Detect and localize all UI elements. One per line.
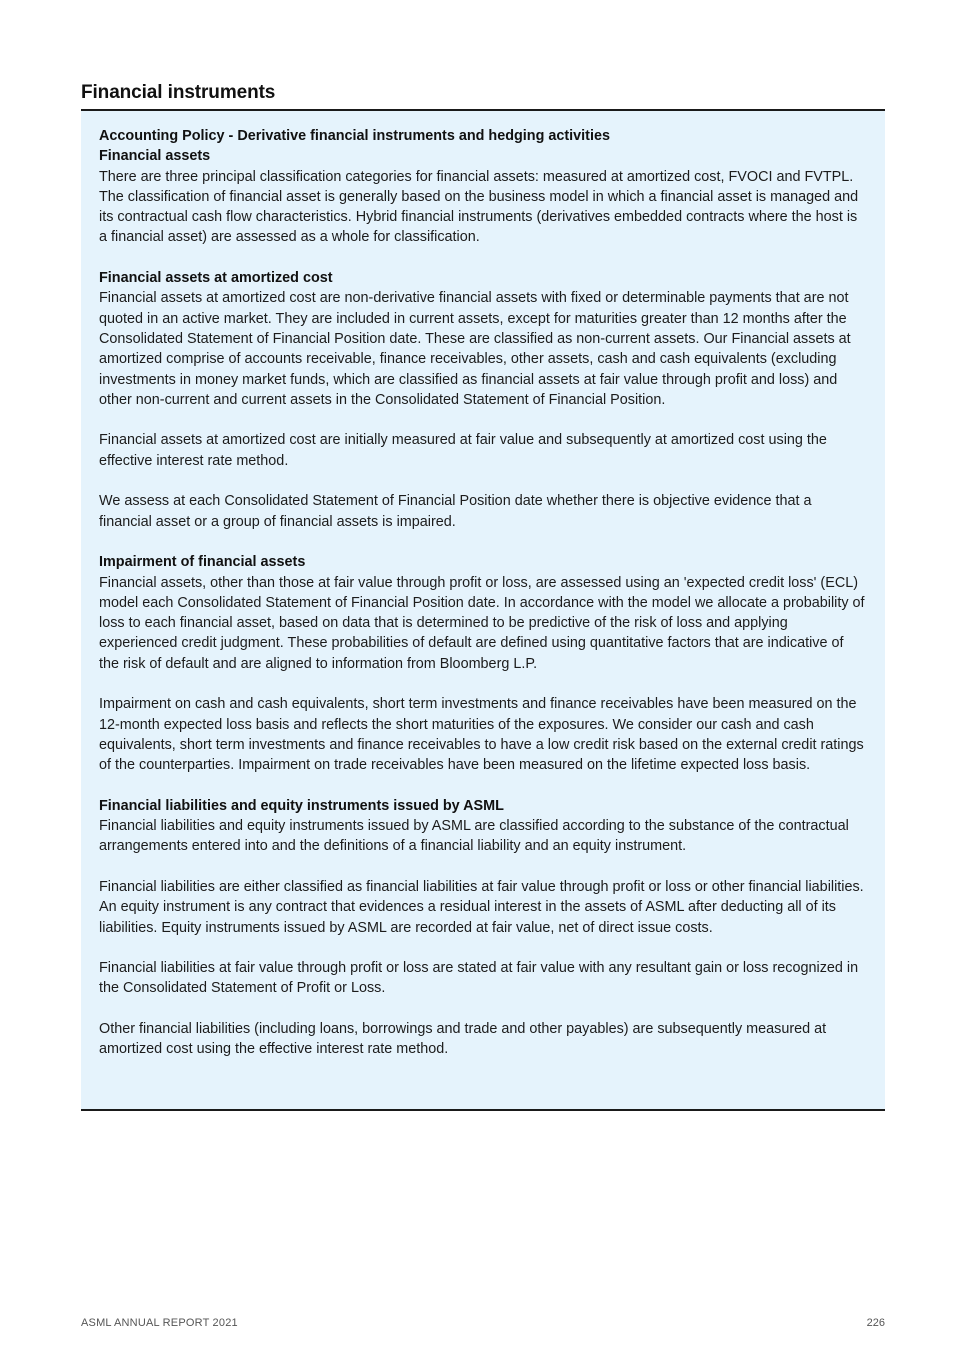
page-title: Financial instruments — [81, 82, 276, 103]
financial-assets-paragraph: There are three principal classification categories for financial assets: measured at amortized cost, FVOCI and FVTPL. The classification of financial asset is generally based on the business model in which a financial asset is managed and its contractual cash flow characteristics. Hybrid financial instruments (derivatives embedded contracts where the host is a financial asset) are assessed as a whole for classification. — [99, 168, 859, 246]
impairment-paragraph: Financial assets, other than those at fair value through profit or loss, are assessed using an 'expected credit loss' (ECL) model each Consolidated Statement of Financial Position date. In accordance with the model we allocate a probability of loss to each financial asset, based on data that is determined to be predictive of the risk of loss and applying experienced credit judgment. These probabilities of default are defined using quantitative factors that are indicative of the risk of default and are aligned to information from Bloomberg L.P. — [99, 574, 865, 672]
paragraph-spacer — [99, 999, 867, 1019]
impairment-heading: Impairment of financial assets — [99, 554, 306, 571]
footer-report-name: ASML ANNUAL REPORT 2021 — [81, 1317, 238, 1329]
liabilities-paragraph: Financial liabilities and equity instruments issued by ASML are classified according to the substance of the contractual arrangements entered into and the definitions of a financial liability and an equity instrument. — [99, 818, 849, 855]
paragraph-spacer — [99, 248, 867, 268]
paragraph-spacer — [99, 410, 867, 430]
amortized-cost-paragraph: We assess at each Consolidated Statement of Financial Position date whether there is objective evidence that a financial asset or a group of financial assets is impaired. — [99, 493, 812, 530]
policy-heading: Accounting Policy - Derivative financial instruments and hedging activities — [99, 128, 610, 144]
amortized-cost-heading: Financial assets at amortized cost — [99, 270, 333, 287]
liabilities-paragraph: Other financial liabilities (including loans, borrowings and trade and other payables) are subsequently measured at amortized cost using the effective interest rate method. — [99, 1021, 827, 1058]
paragraph-spacer — [99, 532, 867, 552]
paragraph-spacer — [99, 938, 867, 958]
liabilities-paragraph: Financial liabilities are either classified as financial liabilities at fair value through profit or loss or other financial liabilities. An equity instrument is any contract that evidences a residual interest in the assets of ASML after deducting all of its liabilities. Equity instruments issued by ASML are recorded at fair value, net of direct issue costs. — [99, 878, 864, 936]
liabilities-paragraph: Financial liabilities at fair value through profit or loss are stated at fair value with any resultant gain or loss recognized in the Consolidated Statement of Profit or Loss. — [99, 960, 859, 997]
accounting-policy-box — [81, 111, 885, 1111]
financial-assets-heading: Financial assets — [99, 148, 211, 165]
liabilities-heading: Financial liabilities and equity instruments issued by ASML — [99, 797, 504, 814]
amortized-cost-paragraph: Financial assets at amortized cost are non-derivative financial assets with fixed or determinable payments that are not quoted in an active market. They are included in current assets, except for maturities greater than 12 months after the Consolidated Statement of Financial Position date. These are classified as non-current assets. Our Financial assets at amortized comprise of accounts receivable, finance receivables, other assets, cash and cash equivalents (excluding investments in money market funds, which are classified as financial assets at fair value through profit and loss) and other non-current and current assets in the Consolidated Statement of Financial Position. — [99, 290, 851, 408]
paragraph-spacer — [99, 674, 867, 694]
paragraph-spacer — [99, 471, 867, 491]
footer-page-number: 226 — [866, 1317, 885, 1329]
paragraph-spacer — [99, 857, 867, 877]
paragraph-spacer — [99, 776, 867, 796]
amortized-cost-paragraph: Financial assets at amortized cost are initially measured at fair value and subsequently at amortized cost using the effective interest rate method. — [99, 432, 827, 469]
impairment-paragraph: Impairment on cash and cash equivalents, short term investments and finance receivables have been measured on the 12-month expected loss basis and reflects the short maturities of the exposures. We consider our cash and cash equivalents, short term investments and finance receivables to have a low credit risk based on the external credit ratings of the counterparties. Impairment on trade receivables have been measured on the lifetime expected loss basis. — [99, 696, 864, 774]
